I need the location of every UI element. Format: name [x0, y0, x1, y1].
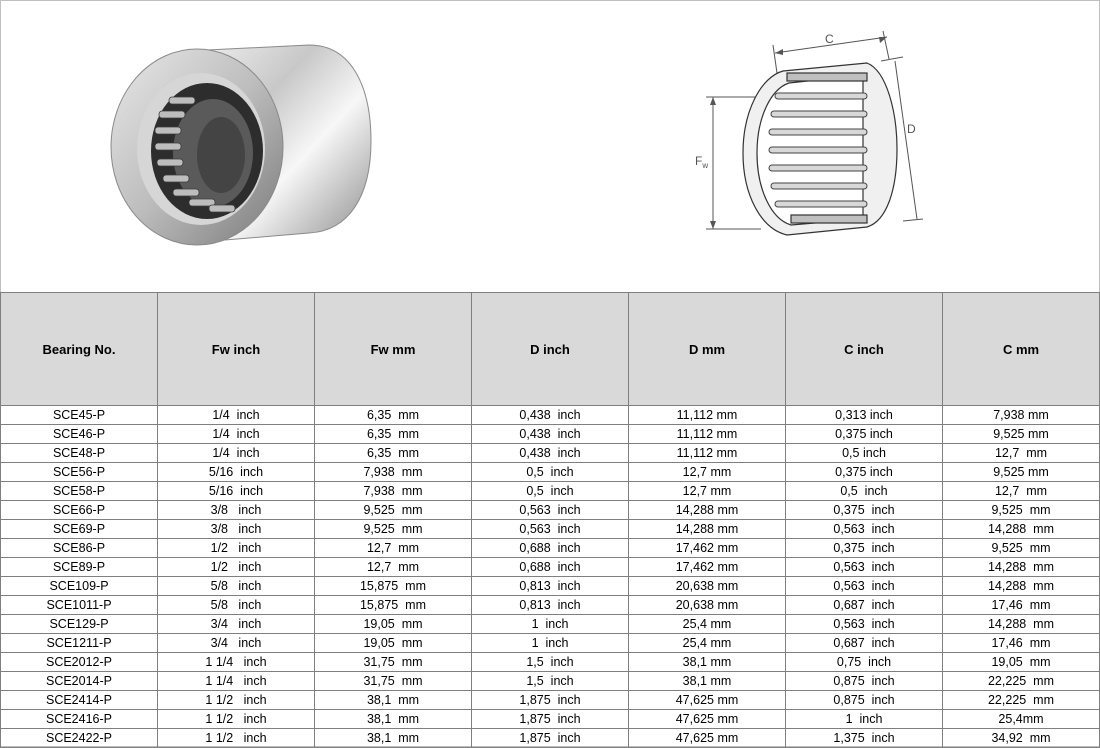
cell-d-inch: 0,688 inch — [472, 558, 629, 577]
cell-c-inch: 0,687 inch — [786, 596, 943, 615]
table-header-row — [1, 293, 1100, 406]
cell-fw-mm: 19,05 mm — [315, 634, 472, 653]
table-row — [1, 653, 1100, 672]
cell-d-mm: 11,112 mm — [629, 425, 786, 444]
table-row — [1, 672, 1100, 691]
table-row — [1, 520, 1100, 539]
cell-d-inch: 0,438 inch — [472, 406, 629, 425]
cell-d-inch: 0,813 inch — [472, 577, 629, 596]
cell-fw-inch: 5/8 inch — [158, 577, 315, 596]
cell-fw-mm: 7,938 mm — [315, 463, 472, 482]
cell-c-mm: 14,288 mm — [943, 615, 1100, 634]
cell-d-mm: 38,1 mm — [629, 672, 786, 691]
cell-bearing-no: SCE109-P — [1, 577, 158, 596]
cell-fw-inch: 1/4 inch — [158, 425, 315, 444]
cell-bearing-no: SCE1211-P — [1, 634, 158, 653]
cell-fw-mm: 7,938 mm — [315, 482, 472, 501]
bearing-photo — [109, 31, 379, 256]
cell-c-inch: 0,375 inch — [786, 463, 943, 482]
cell-c-mm: 12,7 mm — [943, 444, 1100, 463]
cell-fw-mm: 12,7 mm — [315, 558, 472, 577]
cell-fw-mm: 38,1 mm — [315, 691, 472, 710]
table-row — [1, 634, 1100, 653]
cell-fw-inch: 3/4 inch — [158, 634, 315, 653]
cell-fw-mm: 15,875 mm — [315, 596, 472, 615]
header-d-inch: D inch — [472, 293, 629, 406]
table-row — [1, 444, 1100, 463]
cell-d-inch: 0,563 inch — [472, 501, 629, 520]
cell-c-mm: 9,525 mm — [943, 425, 1100, 444]
cell-d-mm: 14,288 mm — [629, 501, 786, 520]
table-row — [1, 501, 1100, 520]
cell-fw-inch: 1 1/2 inch — [158, 691, 315, 710]
table-row — [1, 406, 1100, 425]
cell-d-inch: 0,438 inch — [472, 444, 629, 463]
cell-fw-inch: 1 1/4 inch — [158, 653, 315, 672]
cell-d-mm: 25,4 mm — [629, 634, 786, 653]
cell-bearing-no: SCE56-P — [1, 463, 158, 482]
cell-c-mm: 25,4mm — [943, 710, 1100, 729]
cell-d-inch: 1,875 inch — [472, 710, 629, 729]
cell-c-mm: 19,05 mm — [943, 653, 1100, 672]
dimension-label-d: D — [907, 122, 916, 136]
cell-fw-mm: 31,75 mm — [315, 672, 472, 691]
cell-fw-inch: 3/8 inch — [158, 520, 315, 539]
header-bearing-no: Bearing No. — [1, 293, 158, 406]
cell-d-mm: 12,7 mm — [629, 482, 786, 501]
cell-c-inch: 0,375 inch — [786, 425, 943, 444]
cell-d-mm: 47,625 mm — [629, 691, 786, 710]
cell-bearing-no: SCE66-P — [1, 501, 158, 520]
cell-c-inch: 0,563 inch — [786, 520, 943, 539]
cell-c-mm: 9,525 mm — [943, 501, 1100, 520]
header-c-inch: C inch — [786, 293, 943, 406]
cell-d-mm: 17,462 mm — [629, 558, 786, 577]
cell-c-inch: 0,313 inch — [786, 406, 943, 425]
bearing-spec-table — [0, 292, 1100, 748]
header-fw-inch: Fw inch — [158, 293, 315, 406]
cell-d-inch: 1,5 inch — [472, 653, 629, 672]
dimension-label-c: C — [825, 32, 834, 46]
cell-fw-mm: 15,875 mm — [315, 577, 472, 596]
cell-fw-mm: 6,35 mm — [315, 444, 472, 463]
cell-d-inch: 0,813 inch — [472, 596, 629, 615]
cell-fw-mm: 12,7 mm — [315, 539, 472, 558]
header-d-mm: D mm — [629, 293, 786, 406]
table-row — [1, 691, 1100, 710]
cell-fw-mm: 6,35 mm — [315, 406, 472, 425]
cell-d-mm: 20,638 mm — [629, 596, 786, 615]
cell-bearing-no: SCE1011-P — [1, 596, 158, 615]
cell-d-inch: 1,875 inch — [472, 729, 629, 748]
cell-c-inch: 0,687 inch — [786, 634, 943, 653]
cell-c-mm: 22,225 mm — [943, 691, 1100, 710]
cell-fw-inch: 1/4 inch — [158, 444, 315, 463]
cell-c-inch: 0,375 inch — [786, 501, 943, 520]
cell-c-inch: 0,375 inch — [786, 539, 943, 558]
cell-bearing-no: SCE89-P — [1, 558, 158, 577]
cell-c-mm: 14,288 mm — [943, 520, 1100, 539]
cell-bearing-no: SCE45-P — [1, 406, 158, 425]
cell-fw-inch: 5/16 inch — [158, 463, 315, 482]
bearing-dimension-drawing — [691, 23, 931, 253]
cell-fw-inch: 3/8 inch — [158, 501, 315, 520]
table-row — [1, 577, 1100, 596]
cell-d-mm: 11,112 mm — [629, 444, 786, 463]
cell-fw-mm: 9,525 mm — [315, 501, 472, 520]
header-fw-mm: Fw mm — [315, 293, 472, 406]
cell-c-inch: 0,875 inch — [786, 691, 943, 710]
cell-d-mm: 47,625 mm — [629, 710, 786, 729]
cell-bearing-no: SCE2416-P — [1, 710, 158, 729]
cell-d-inch: 0,688 inch — [472, 539, 629, 558]
cell-c-mm: 34,92 mm — [943, 729, 1100, 748]
cell-d-mm: 12,7 mm — [629, 463, 786, 482]
cell-d-mm: 20,638 mm — [629, 577, 786, 596]
cell-fw-inch: 1/2 inch — [158, 558, 315, 577]
cell-bearing-no: SCE2014-P — [1, 672, 158, 691]
cell-bearing-no: SCE48-P — [1, 444, 158, 463]
cell-d-mm: 25,4 mm — [629, 615, 786, 634]
cell-d-inch: 1,875 inch — [472, 691, 629, 710]
cell-c-inch: 0,875 inch — [786, 672, 943, 691]
cell-fw-inch: 1 1/2 inch — [158, 710, 315, 729]
cell-bearing-no: SCE129-P — [1, 615, 158, 634]
cell-fw-inch: 1/4 inch — [158, 406, 315, 425]
cell-c-mm: 17,46 mm — [943, 596, 1100, 615]
cell-fw-inch: 1 1/4 inch — [158, 672, 315, 691]
cell-d-inch: 0,5 inch — [472, 482, 629, 501]
table-row — [1, 615, 1100, 634]
cell-bearing-no: SCE2414-P — [1, 691, 158, 710]
table-row — [1, 596, 1100, 615]
cell-c-inch: 0,563 inch — [786, 558, 943, 577]
dimension-label-fw: $F_w$ — [695, 154, 709, 170]
cell-bearing-no: SCE58-P — [1, 482, 158, 501]
cell-fw-inch: 3/4 inch — [158, 615, 315, 634]
cell-d-mm: 17,462 mm — [629, 539, 786, 558]
cell-d-mm: 47,625 mm — [629, 729, 786, 748]
table-row — [1, 729, 1100, 748]
cell-bearing-no: SCE2012-P — [1, 653, 158, 672]
cell-d-inch: 1 inch — [472, 634, 629, 653]
cell-d-inch: 0,563 inch — [472, 520, 629, 539]
cell-c-inch: 0,563 inch — [786, 615, 943, 634]
cell-c-mm: 7,938 mm — [943, 406, 1100, 425]
cell-c-mm: 9,525 mm — [943, 463, 1100, 482]
cell-fw-mm: 31,75 mm — [315, 653, 472, 672]
cell-fw-inch: 5/16 inch — [158, 482, 315, 501]
cell-bearing-no: SCE2422-P — [1, 729, 158, 748]
cell-c-inch: 0,75 inch — [786, 653, 943, 672]
table-row — [1, 558, 1100, 577]
cell-bearing-no: SCE86-P — [1, 539, 158, 558]
cell-c-mm: 9,525 mm — [943, 539, 1100, 558]
table-row — [1, 463, 1100, 482]
cell-fw-mm: 9,525 mm — [315, 520, 472, 539]
cell-fw-mm: 38,1 mm — [315, 710, 472, 729]
cell-d-inch: 1 inch — [472, 615, 629, 634]
table-row — [1, 710, 1100, 729]
cell-fw-inch: 1 1/2 inch — [158, 729, 315, 748]
cell-c-inch: 0,563 inch — [786, 577, 943, 596]
cell-d-inch: 1,5 inch — [472, 672, 629, 691]
cell-c-mm: 14,288 mm — [943, 558, 1100, 577]
cell-c-inch: 1 inch — [786, 710, 943, 729]
cell-fw-mm: 38,1 mm — [315, 729, 472, 748]
cell-c-inch: 1,375 inch — [786, 729, 943, 748]
cell-bearing-no: SCE69-P — [1, 520, 158, 539]
cell-c-mm: 12,7 mm — [943, 482, 1100, 501]
cell-d-mm: 11,112 mm — [629, 406, 786, 425]
cell-fw-mm: 19,05 mm — [315, 615, 472, 634]
table-body — [1, 406, 1100, 748]
cell-c-mm: 14,288 mm — [943, 577, 1100, 596]
cell-d-inch: 0,5 inch — [472, 463, 629, 482]
cell-d-inch: 0,438 inch — [472, 425, 629, 444]
cell-d-mm: 38,1 mm — [629, 653, 786, 672]
cell-c-mm: 22,225 mm — [943, 672, 1100, 691]
product-image-area — [1, 1, 1098, 291]
cell-fw-mm: 6,35 mm — [315, 425, 472, 444]
table-row — [1, 425, 1100, 444]
header-c-mm: C mm — [943, 293, 1100, 406]
cell-c-inch: 0,5 inch — [786, 482, 943, 501]
cell-d-mm: 14,288 mm — [629, 520, 786, 539]
cell-fw-inch: 5/8 inch — [158, 596, 315, 615]
table-row — [1, 482, 1100, 501]
cell-fw-inch: 1/2 inch — [158, 539, 315, 558]
cell-c-inch: 0,5 inch — [786, 444, 943, 463]
cell-bearing-no: SCE46-P — [1, 425, 158, 444]
cell-c-mm: 17,46 mm — [943, 634, 1100, 653]
table-row — [1, 539, 1100, 558]
